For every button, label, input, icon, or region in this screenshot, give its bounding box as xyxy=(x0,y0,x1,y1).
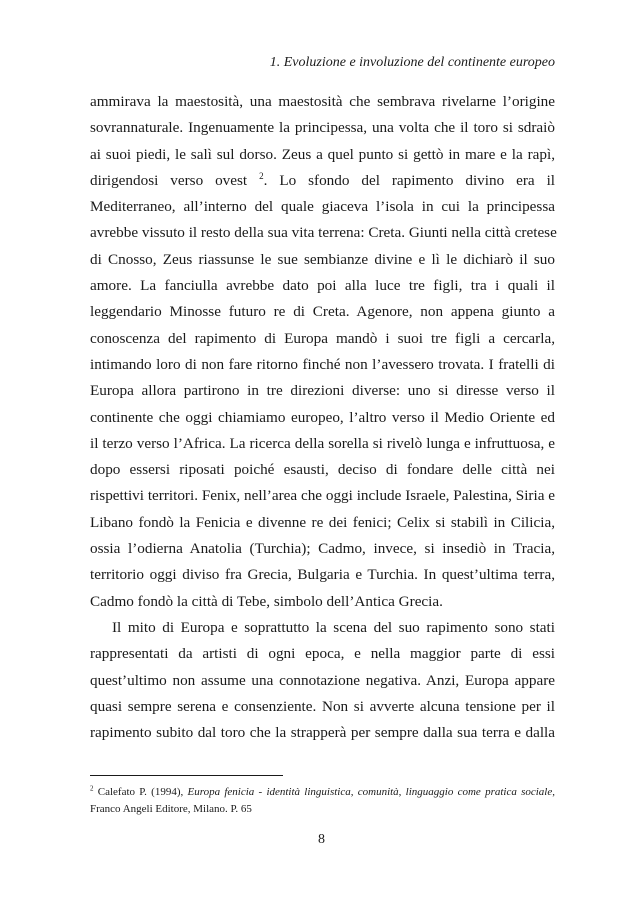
text-line: leggendario Minosse futuro re di Creta. Agenore, non appena giunto a xyxy=(90,303,555,321)
text-line: ai suoi piedi, le salì sul dorso. Zeus a quel punto si gettò in mare e la rapì, xyxy=(90,145,555,163)
text-line: ossia l’odierna Anatolia (Turchia); Cadmo, invece, si insediò in Tracia, xyxy=(90,540,555,558)
footnote-line: Franco Angeli Editore, Milano. P. 65 xyxy=(90,803,252,815)
text-segment: dirigendosi verso ovest xyxy=(90,171,248,189)
text-line: sovrannaturale. Ingenuamente la principessa, una volta che il toro si sdraiò xyxy=(90,119,555,137)
text-line: Mediterraneo, all’interno del quale giaceva l’isola in cui la principessa xyxy=(90,198,555,216)
text-line: Cadmo fondò la città di Tebe, simbolo dell’Antica Grecia. xyxy=(90,592,443,610)
text-line: intimando loro di non fare ritorno finché non l’avessero trovata. I fratelli di xyxy=(90,355,555,373)
text-line: Libano fondò la Fenicia e divenne re dei fenici; Celix si stabilì in Cilicia, xyxy=(90,513,555,531)
text-line: quasi sempre serena e consenziente. Non si avverte alcuna tensione per il xyxy=(90,697,555,715)
footnote-punct: , xyxy=(552,786,555,798)
footnote xyxy=(90,785,555,819)
footnote-line xyxy=(90,785,555,802)
text-line: avrebbe vissuto il resto della sua vita terrena: Creta. Giunti nella città cretese xyxy=(90,224,557,242)
text-line: dopo essersi riposati poiché esausti, deciso di fondare delle città nei xyxy=(90,461,555,479)
text-line: territorio oggi diviso fra Grecia, Bulgaria e Turchia. In quest’ultima terra, xyxy=(90,566,555,584)
text-line: rapimento subito dal toro che la strapperà per sempre dalla sua terra e dalla xyxy=(90,724,555,742)
text-line: amore. La fanciulla avrebbe dato poi alla luce tre figli, tra i quali il xyxy=(90,277,555,295)
page-number: 8 xyxy=(318,832,325,847)
text-line: ammirava la maestosità, una maestosità che sembrava rivelarne l’origine xyxy=(90,93,555,110)
text-line: di Cnosso, Zeus riassunse le sue sembianze divine e lì le dichiarò il suo xyxy=(90,250,555,268)
footnote-reference[interactable]: 2 xyxy=(259,170,264,181)
footnote-title: Europa fenicia - identità linguistica, comunità, linguaggio come pratica sociale xyxy=(187,786,553,798)
text-line: quest’ultimo non assume una connotazione negativa. Anzi, Europa appare xyxy=(90,671,555,689)
text-line: conoscenza del rapimento di Europa mandò i suoi tre figli a cercarla, xyxy=(90,329,555,347)
text-line xyxy=(90,171,555,197)
text-line: Il mito di Europa e soprattutto la scena del suo rapimento sono stati xyxy=(112,618,555,636)
text-line: Europa allora partirono in tre direzioni diverse: uno si diresse verso il xyxy=(90,382,555,400)
text-line: il terzo verso l’Africa. La ricerca della sorella si rivelò lunga e infruttuosa, e xyxy=(90,434,555,452)
text-segment: . Lo sfondo del rapimento divino era il xyxy=(263,171,556,189)
footnote-author: Calefato P. (1994), xyxy=(93,786,188,798)
text-line: continente che oggi chiamiamo europeo, l’altro verso il Medio Oriente ed xyxy=(90,408,555,426)
text-line: rappresentati da artisti di ogni epoca, e nella maggior parte di essi xyxy=(90,645,555,663)
body-text xyxy=(90,92,555,749)
footnote-separator xyxy=(90,775,283,776)
footnote-number: 2 xyxy=(90,784,94,793)
running-header: 1. Evoluzione e involuzione del continente europeo xyxy=(269,55,555,70)
text-line: rispettivi territori. Fenix, nell’area che oggi include Israele, Palestina, Siria e xyxy=(90,487,555,505)
